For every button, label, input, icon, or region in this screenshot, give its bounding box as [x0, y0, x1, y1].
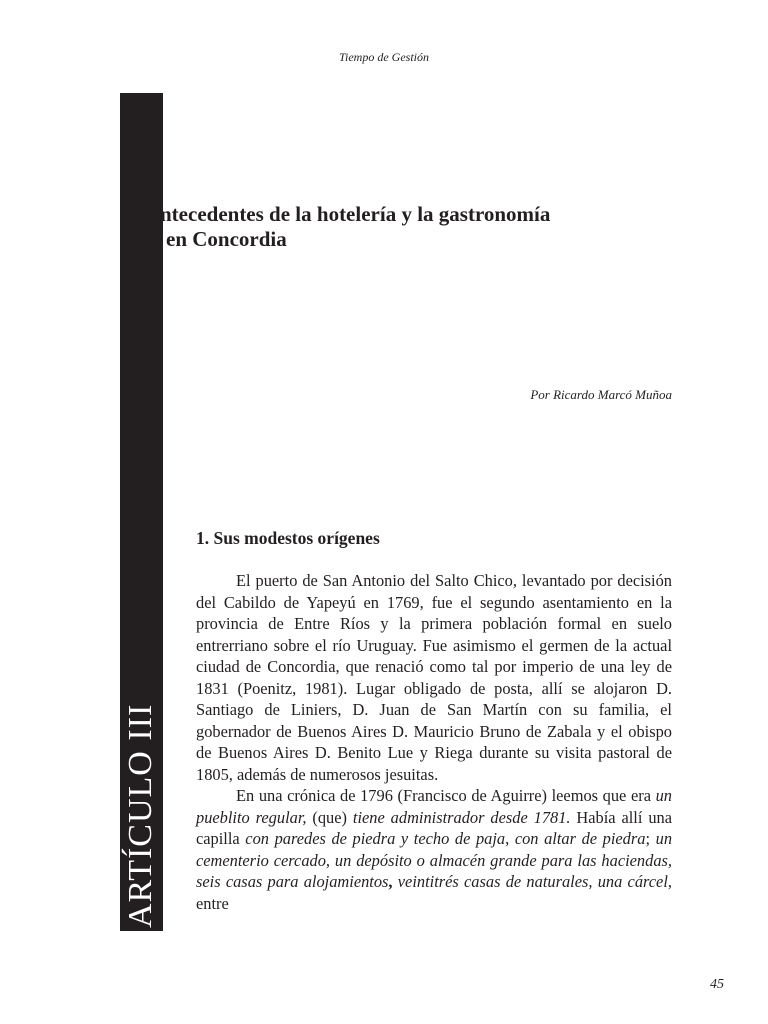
author-byline: Por Ricardo Marcó Muñoa	[530, 387, 672, 402]
running-header: Tiempo de Gestión	[339, 50, 429, 64]
bold-run: ,	[388, 872, 393, 891]
text-run: ;	[645, 829, 656, 848]
article-body	[196, 570, 672, 914]
page-number: 45	[710, 977, 724, 992]
text-run: En una crónica de 1796 (Francisco de Aguirre) leemos que era	[236, 786, 656, 805]
section-label: ARTÍCULO III	[122, 703, 159, 928]
italic-run: con altar de piedra	[514, 829, 646, 848]
italic-run: tiene administrador desde 1781.	[352, 807, 571, 827]
text-run: ,	[505, 829, 515, 848]
section-heading: 1. Sus modestos orígenes	[196, 528, 380, 548]
italic-run: un cementerio cercado, un depósito o almacén grande para las haciendas, seis casas para alojamientos	[196, 829, 673, 891]
italic-run: veintitrés casas de naturales, una cárcel	[392, 872, 668, 891]
title-initial: A	[130, 183, 162, 232]
paragraph-2	[196, 785, 672, 914]
text-run: , entre	[196, 872, 672, 913]
title-line-1: ntecedentes de la hotelería y la gastronomía	[160, 202, 551, 226]
text-run: (que)	[306, 807, 353, 827]
text-run: Había allí una capilla	[196, 807, 672, 848]
italic-run: con paredes de piedra y techo de paja	[245, 829, 506, 848]
title-line-2: en Concordia	[166, 227, 287, 251]
italic-run: un pueblito regular,	[196, 786, 672, 827]
paragraph-1: El puerto de San Antonio del Salto Chico, levantado por decisión del Cabildo de Yapeyú en 1769, fue el segundo asentamiento en la provincia de Entre Ríos y la primera población formal en suelo entrerriano sobre el río Uruguay. Fue asimismo el germen de la actual ciudad de Concordia, que renació como tal por imperio de una ley de 1831 (Poenitz, 1981). Lugar obligado de posta, allí se alojaron D. Santiago de Liniers, D. Juan de San Martín con su familia, el gobernador de Buenos Aires D. Mauricio Bruno de Zabala y el obispo de Buenos Aires D. Benito Lue y Riega durante su visita pastoral de 1805, además de numerosos jesuitas.	[196, 571, 672, 784]
